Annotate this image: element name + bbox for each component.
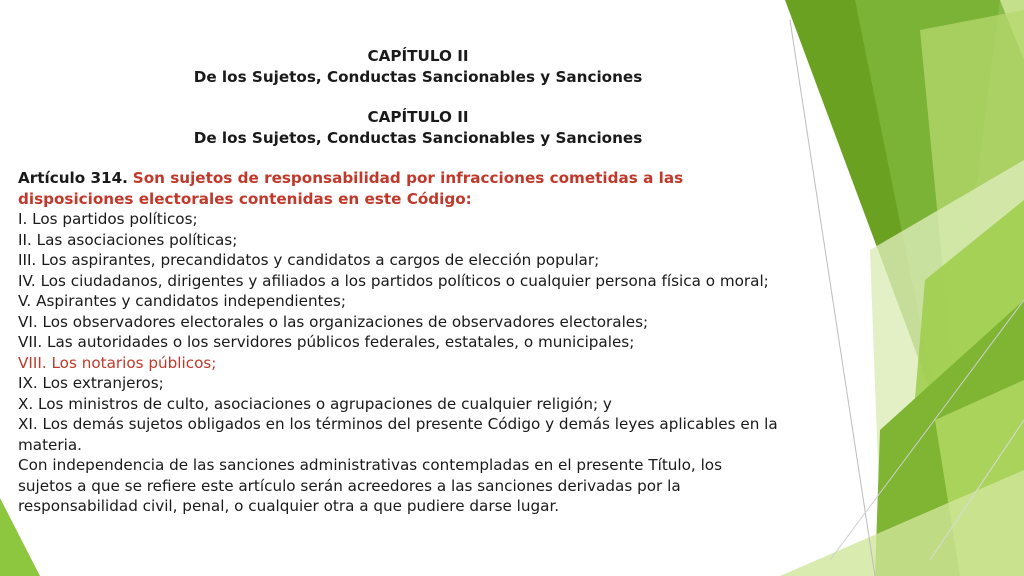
list-item: X. Los ministros de culto, asociaciones o agrupaciones de cualquier religión; y [18, 394, 612, 413]
chapter-heading-2 [18, 107, 778, 148]
article-intro: Son sujetos de responsabilidad por infracciones cometidas a las disposiciones electorales contenidas en este Código: [18, 169, 684, 208]
article-intro-paragraph [18, 168, 778, 209]
list-item: IV. Los ciudadanos, dirigentes y afiliados a los partidos políticos o cualquier persona física o moral; [18, 271, 769, 290]
document-body [18, 46, 778, 517]
list-item: II. Las asociaciones políticas; [18, 230, 238, 249]
list-item: IX. Los extranjeros; [18, 374, 164, 392]
chapter-title: CAPÍTULO II [367, 108, 469, 126]
list-item: V. Aspirantes y candidatos independientes; [18, 292, 346, 310]
list-item: XI. Los demás sujetos obligados en los términos del presente Código y demás leyes aplicables en la materia. [18, 415, 778, 454]
list-item: VI. Los observadores electorales o las organizaciones de observadores electorales; [18, 312, 649, 331]
chapter-subtitle: De los Sujetos, Conductas Sancionables y Sanciones [193, 67, 643, 86]
article-label: Artículo 314. [18, 169, 128, 187]
list-item: III. Los aspirantes, precandidatos y candidatos a cargos de elección popular; [18, 251, 600, 269]
closing-paragraph: Con independencia de las sanciones administrativas contempladas en el presente Título, los sujetos a que se refiere este artículo serán acreedores a las sanciones derivadas por la responsabilidad civil, penal, o cualquier otra a que pudiere darse lugar. [18, 456, 723, 515]
article-314 [18, 168, 778, 517]
chapter-title: CAPÍTULO II [367, 47, 469, 65]
list-item: I. Los partidos políticos; [18, 210, 198, 228]
chapter-heading-1 [18, 46, 778, 87]
chapter-subtitle: De los Sujetos, Conductas Sancionables y Sanciones [193, 128, 643, 147]
list-item: VII. Las autoridades o los servidores públicos federales, estatales, o municipales; [18, 333, 635, 351]
list-item-highlighted: VIII. Los notarios públicos; [18, 353, 217, 372]
